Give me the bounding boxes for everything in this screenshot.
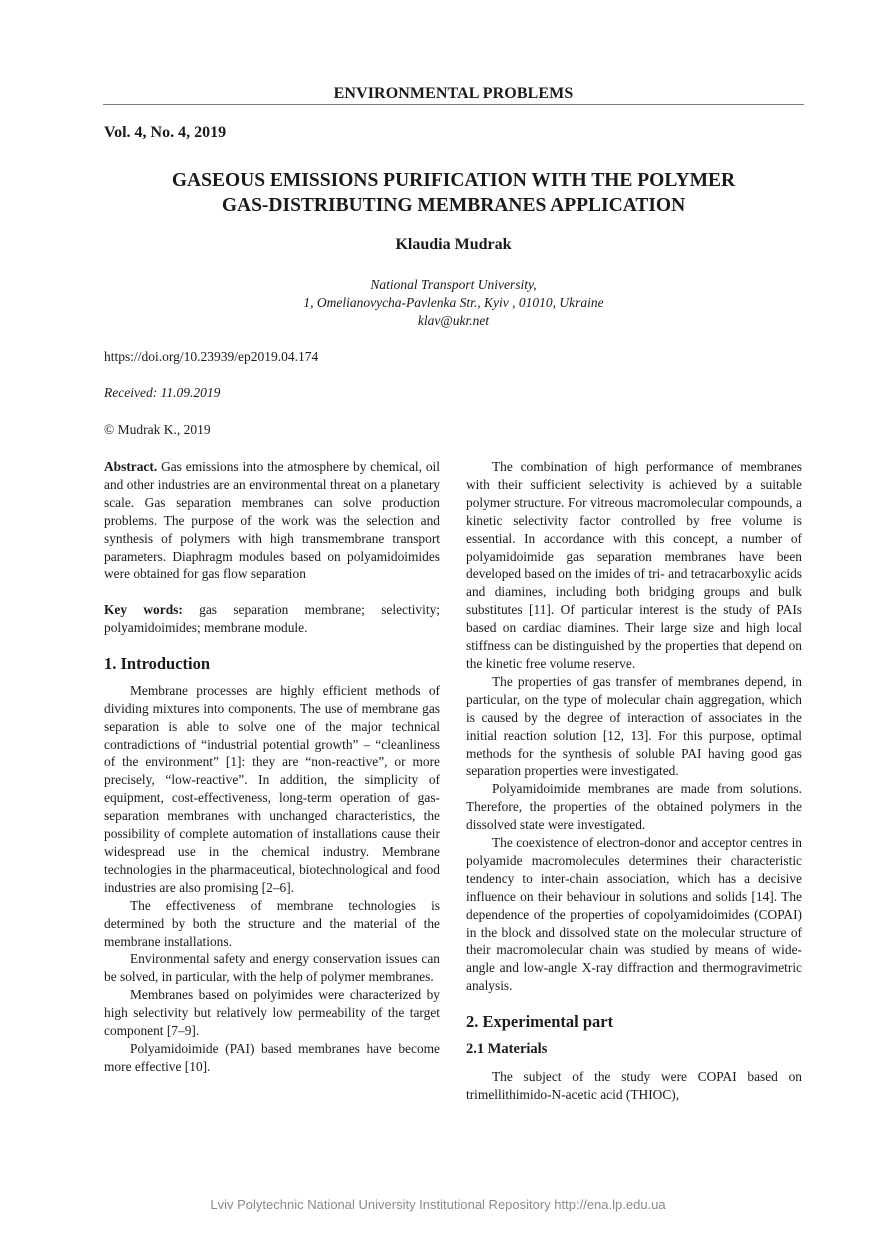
paragraph: Polyamidoimide (PAI) based membranes have become more effective [10]. [104,1040,440,1074]
volume-info: Vol. 4, No. 4, 2019 [104,124,227,141]
author-email[interactable]: klav@ukr.net [417,313,490,328]
paragraph: The subject of the study were COPAI based on trimellithimido-N-acetic acid (THIOC), [466,1068,802,1102]
author-name: Klaudia Mudrak [395,236,512,253]
repository-footer: Lviv Polytechnic National University Institutional Repository http://ena.lp.edu.ua [210,1197,666,1212]
title-line-1: GASEOUS EMISSIONS PURIFICATION WITH THE POLYMER [171,170,736,191]
abstract-label: Abstract. [104,459,158,474]
abstract-text: Gas emissions into the atmosphere by chemical, oil and other industries are an environmental threat on a planetary scale. Gas separation membranes can solve production problems. The purpose of the work was the selection and synthesis of polymers with high transmembrane transport parameters. Diaphragm modules based on polyamidoimides were obtained for gas flow separation [104,459,440,582]
paragraph: Membrane processes are highly efficient methods of dividing mixtures into components. The use of membrane gas separation is able to solve one of the major technical contradictions of “industrial potential growth” – “cleanliness of the environment” [1]: they are “non-reactive”, or more precisely, “low-reactive”. In addition, the simplicity of equipment, cost-effectiveness, long-term operation of gas-separation membranes with unchanged characteristics, the possibility of complete automation of installations cause their widespread use in the chemical industry. Membrane technologies in the pharmaceutical, biotechnological and food industries are also promising [2–6]. [104,682,440,895]
affiliation-address: 1, Omelianovycha-Pavlenka Str., Kyiv , 01010, Ukraine [303,295,604,310]
section-heading-experimental: 2. Experimental part [466,1012,614,1032]
paragraph: The effectiveness of membrane technologies is determined by both the structure and the material of the membrane installations. [104,897,440,949]
title-line-2: GAS-DISTRIBUTING MEMBRANES APPLICATION [221,195,686,216]
affiliation [103,276,804,330]
paragraph: The combination of high performance of membranes with their sufficient selectivity is achieved by a suitable polymer structure. For vitreous macromolecular compounds, a kinetic selectivity factor controlled by free volume is essential. In accordance with this concept, a number of polyamidoimide gas separation membranes have been developed based on the imides of tri- and tetracarboxylic acids and diamines, including both bridging groups and bulk substitutes [11]. Of particular interest is the study of PAIs based on cardiac diamines. Their large size and high local stiffness can be distinguished by the properties that depend on the kinetic free volume reserve. [466,459,802,671]
paragraph: Polyamidoimide membranes are made from solutions. Therefore, the properties of the obtained polymers in the dissolved state were investigated. [466,781,802,833]
keywords-text: gas separation membrane; selectivity; polyamidoimides; membrane module. [104,602,440,636]
article-title [103,168,804,218]
section-heading-introduction: 1. Introduction [104,653,211,673]
paragraph: Membranes based on polyimides were characterized by high selectivity but relatively low permeability of the target component [7–9]. [104,987,440,1039]
keywords [104,601,440,637]
paragraph: Environmental safety and energy conservation issues can be solved, in particular, with the help of polymer membranes. [104,951,440,985]
keywords-label: Key words: [104,602,183,618]
copyright-notice: © Mudrak K., 2019 [104,422,211,437]
journal-header: ENVIRONMENTAL PROBLEMS [333,85,574,102]
received-date: Received: 11.09.2019 [104,385,221,400]
paragraph: The coexistence of electron-donor and acceptor centres in polyamide macromolecules determines their characteristic tendency to inter-chain association, which has a decisive influence on their behaviour in solutions and solids [14]. The dependence of the properties of copolyamidoimides (COPAI) in the block and dissolved state on the molecular structure of their macromolecular chain was studied by means of wide-angle and low-angle X-ray diffraction and thermogravimetric analysis. [466,835,802,994]
left-column [104,458,440,1076]
abstract [104,458,440,583]
subsection-heading-materials: 2.1 Materials [466,1040,548,1057]
header-rule [103,104,804,105]
doi-link[interactable]: https://doi.org/10.23939/ep2019.04.174 [104,349,319,364]
right-column [466,458,802,1104]
affiliation-institution: National Transport University, [370,277,537,292]
paragraph: The properties of gas transfer of membranes depend, in particular, on the type of molecular chain aggregation, which is caused by the degree of interaction of associates in the initial reaction solution [12, 13]. For this purpose, optimal methods for the synthesis of soluble PAI having good gas separation properties were investigated. [466,673,802,779]
